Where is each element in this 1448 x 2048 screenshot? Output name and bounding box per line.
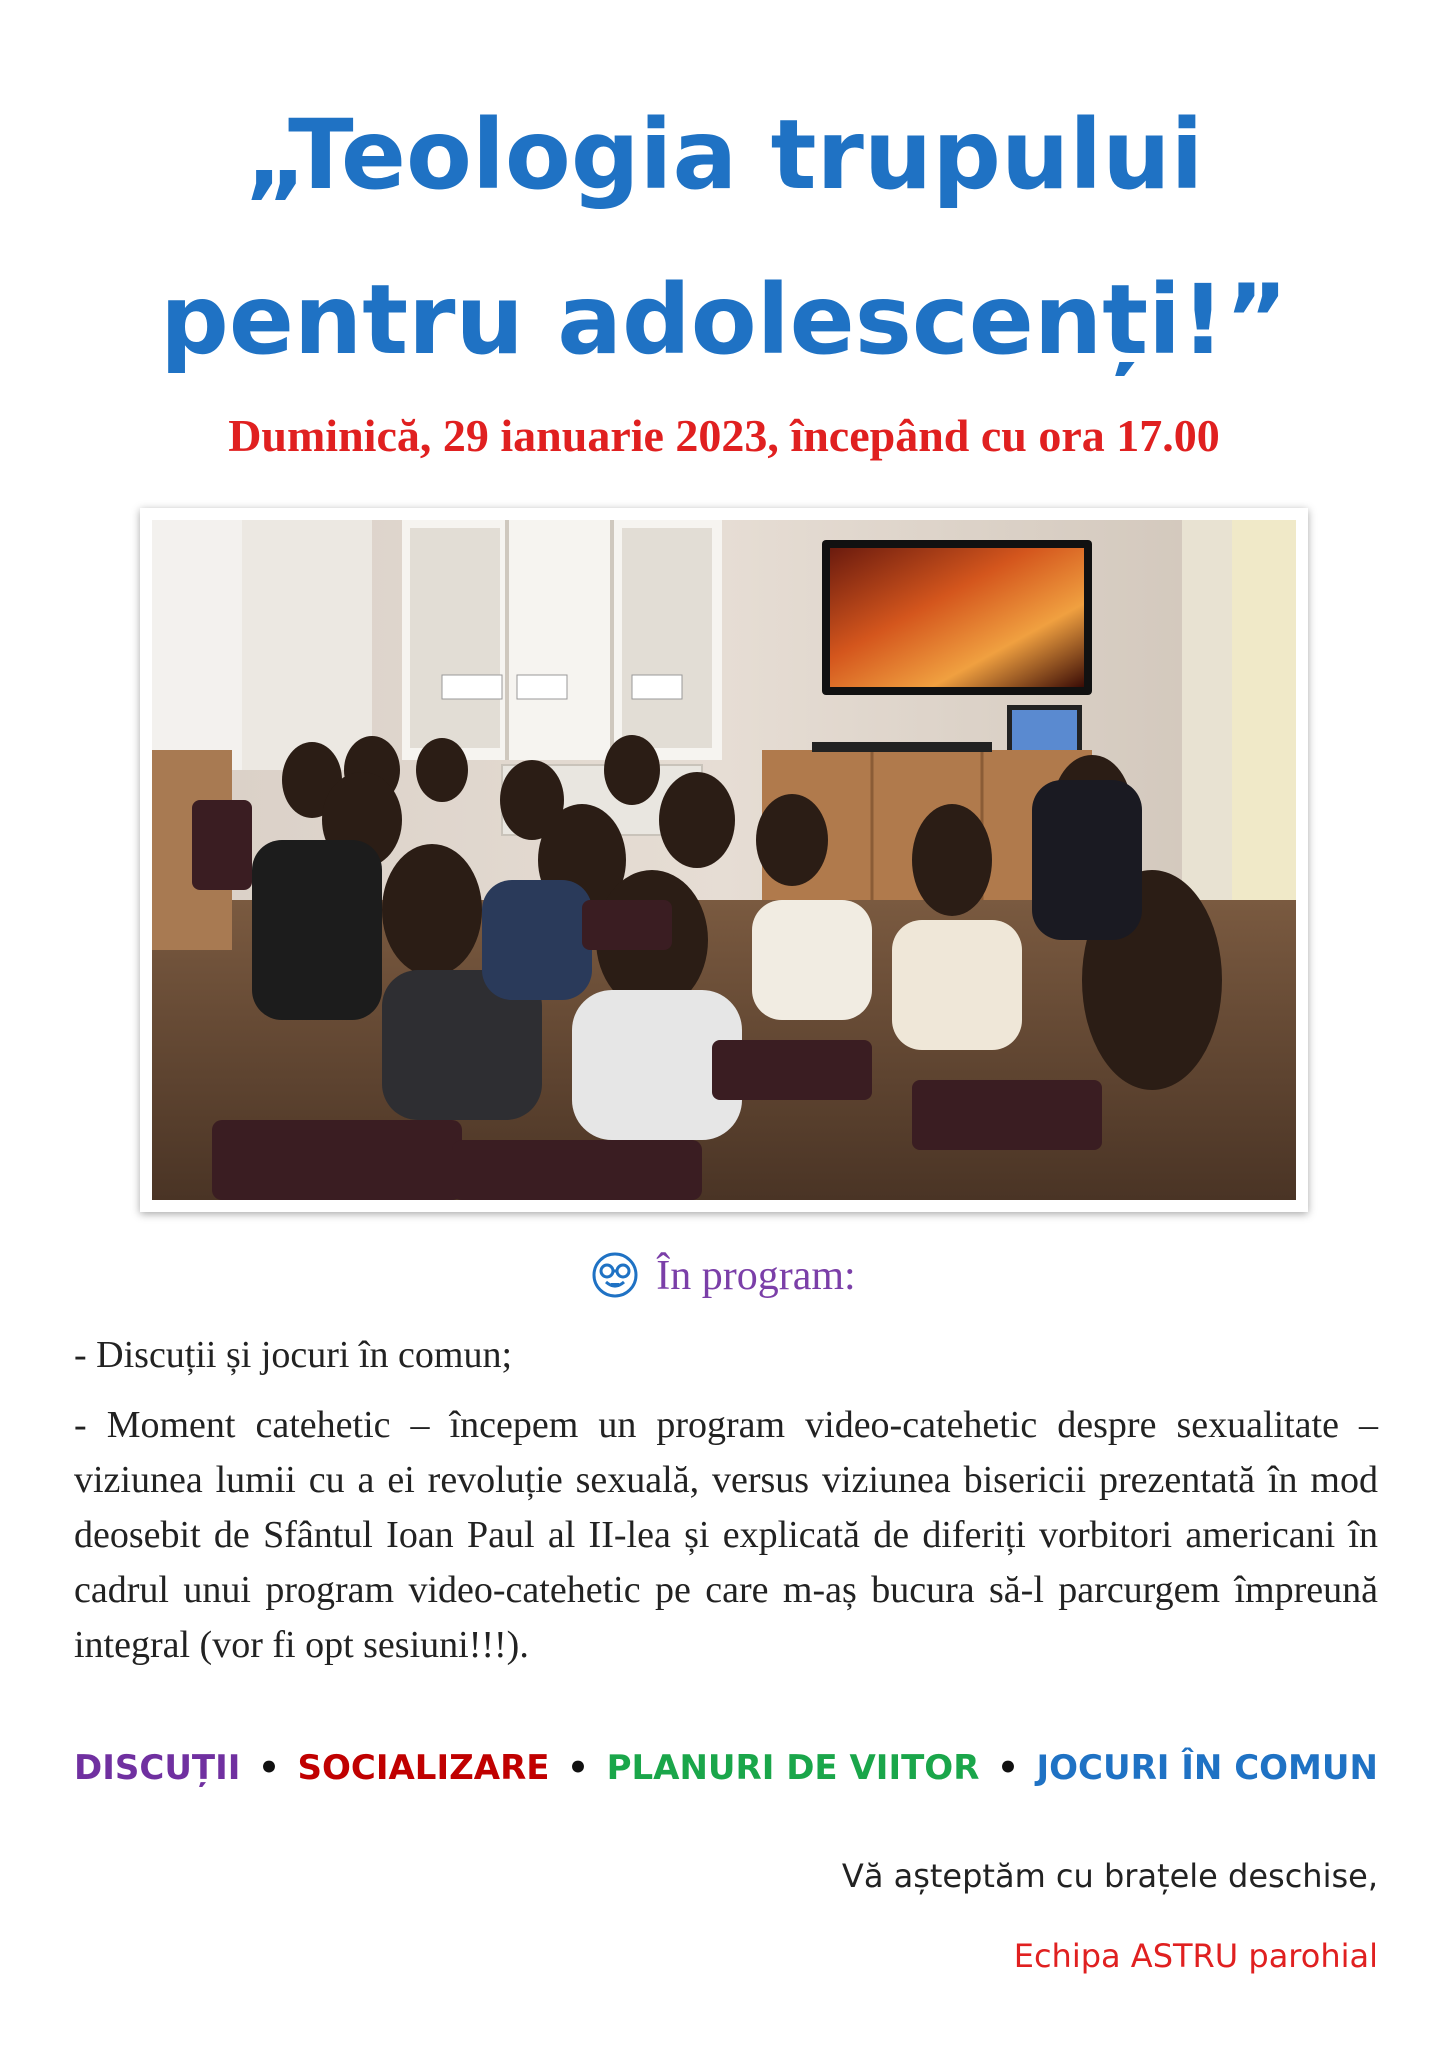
signature: Echipa ASTRU parohial [1013, 1937, 1378, 1975]
poster-title-line-2: pentru adolescenți!” [160, 264, 1288, 376]
closing-message: Vă așteptăm cu brațele deschise, [841, 1857, 1378, 1895]
tag-jocuri-in-comun: JOCURI ÎN COMUN [1036, 1748, 1378, 1788]
tag-separator: • [567, 1748, 589, 1788]
program-item-1: - Discuții și jocuri în comun; [74, 1334, 513, 1376]
event-date: Duminică, 29 ianuarie 2023, începând cu ora 17.00 [228, 410, 1220, 461]
nerd-face-icon [592, 1252, 638, 1298]
program-heading-text: În program: [656, 1253, 856, 1299]
tag-socializare: SOCIALIZARE [297, 1748, 550, 1788]
poster-title-line-1: „Teologia trupului [244, 99, 1204, 211]
program-heading [0, 1250, 1448, 1302]
tag-separator: • [997, 1748, 1019, 1788]
tag-discutii: DISCUȚII [74, 1748, 241, 1788]
classroom-photo [152, 520, 1296, 1200]
activity-tags [74, 1745, 1378, 1791]
event-photo [140, 508, 1308, 1212]
program-item-2: - Moment catehetic – începem un program video-catehetic despre sexualitate – viziunea lumii cu a ei revoluție sexuală, versus viziunea bisericii prezentată în mod deosebit de Sfântul Ioan Paul al II-lea și explicată de diferiți vorbitori americani în cadrul unui program video-catehetic pe care m-aș bucura să-l parcurgem împreună integral (vor fi opt sesiuni!!!). [74, 1404, 1378, 1666]
tag-planuri-de-viitor: PLANURI DE VIITOR [606, 1748, 980, 1788]
tag-separator: • [258, 1748, 280, 1788]
